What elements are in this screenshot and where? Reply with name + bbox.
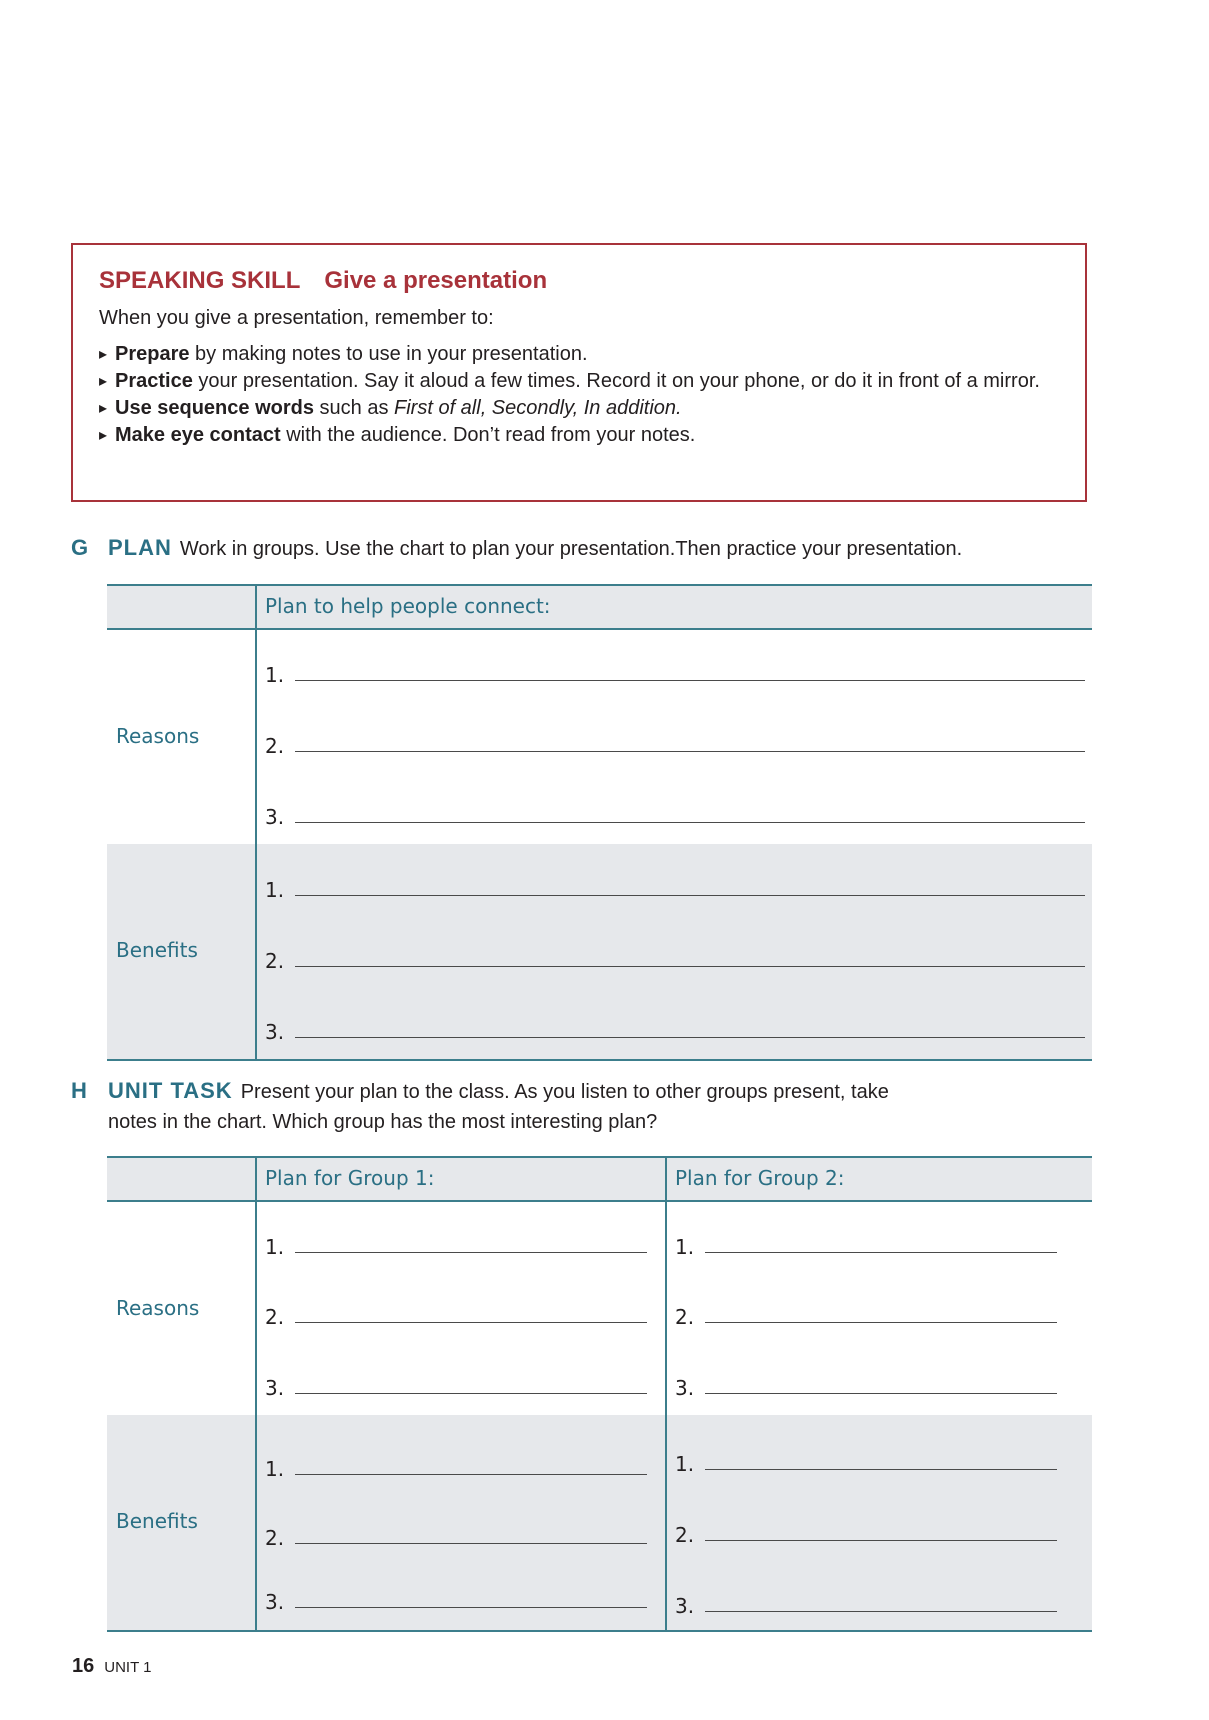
tip-practice: ▸ Practice your presentation. Say it aloud a few times. Record it on your phone, or do it in front of a mirror.	[99, 368, 1059, 395]
answer-line[interactable]: 3.	[265, 1370, 647, 1400]
skill-title: Give a presentation	[324, 267, 548, 294]
task-h-text-1: Present your plan to the class. As you listen to other groups present, take	[240, 1081, 889, 1103]
answer-line[interactable]: 2.	[675, 1517, 1057, 1547]
task-h-letter: H	[71, 1078, 88, 1103]
answer-line[interactable]: 3.	[265, 1014, 1085, 1044]
answer-line[interactable]: 2.	[265, 728, 1085, 758]
answer-line[interactable]: 1.	[265, 657, 1085, 687]
task-g-text: Work in groups. Use the chart to plan your presentation.Then practice your presentation.	[179, 538, 963, 560]
answer-line[interactable]: 1.	[265, 1229, 647, 1259]
row-label-reasons: Reasons	[116, 724, 200, 748]
tip-prepare: ▸ Prepare by making notes to use in your presentation.	[99, 341, 1059, 368]
row-label-benefits: Benefits	[116, 938, 198, 962]
plan-chart-row-reasons	[107, 630, 1092, 844]
answer-line[interactable]: 1.	[675, 1229, 1057, 1259]
task-h-text-2: notes in the chart. Which group has the most interesting plan?	[108, 1111, 658, 1133]
group-2-header: Plan for Group 2:	[665, 1158, 1092, 1200]
answer-line[interactable]: 2.	[675, 1299, 1057, 1329]
answer-line[interactable]: 3.	[265, 799, 1085, 829]
group-chart	[107, 1156, 1092, 1632]
group-1-header: Plan for Group 1:	[255, 1158, 665, 1200]
task-h	[71, 1076, 889, 1137]
tip-sequence-words: ▸ Use sequence words such as First of all, Secondly, In addition.	[99, 395, 1059, 422]
task-h-label: UNIT TASK	[108, 1078, 233, 1103]
task-g-letter: G	[71, 535, 90, 560]
group-chart-header-row	[107, 1158, 1092, 1202]
skill-intro: When you give a presentation, remember to:	[99, 307, 494, 329]
answer-line[interactable]: 2.	[265, 943, 1085, 973]
answer-line[interactable]: 1.	[265, 872, 1085, 902]
plan-chart-row-benefits	[107, 844, 1092, 1059]
tip-eye-contact: ▸ Make eye contact with the audience. Don’t read from your notes.	[99, 422, 1059, 449]
answer-line[interactable]: 2.	[265, 1299, 647, 1329]
tips-list	[99, 341, 1059, 449]
answer-line[interactable]: 3.	[675, 1370, 1057, 1400]
skill-label: SPEAKING SKILL	[99, 267, 301, 294]
answer-line[interactable]: 3.	[675, 1588, 1057, 1618]
skill-heading	[99, 267, 1059, 295]
answer-line[interactable]: 1.	[675, 1446, 1057, 1476]
plan-chart-header: Plan to help people connect:	[255, 586, 1092, 628]
group-chart-row-reasons	[107, 1202, 1092, 1415]
group-chart-row-benefits	[107, 1415, 1092, 1630]
speaking-skill-box	[71, 243, 1087, 502]
answer-line[interactable]: 2.	[265, 1520, 647, 1550]
plan-chart	[107, 584, 1092, 1061]
page-footer	[72, 1655, 151, 1678]
task-g	[71, 533, 962, 564]
answer-line[interactable]: 3.	[265, 1584, 647, 1614]
row-label-reasons: Reasons	[116, 1296, 200, 1320]
unit-label: UNIT 1	[104, 1659, 152, 1676]
page-number: 16	[72, 1655, 95, 1677]
plan-chart-header-row	[107, 586, 1092, 630]
row-label-benefits: Benefits	[116, 1509, 198, 1533]
answer-line[interactable]: 1.	[265, 1451, 647, 1481]
task-g-label: PLAN	[108, 535, 172, 560]
